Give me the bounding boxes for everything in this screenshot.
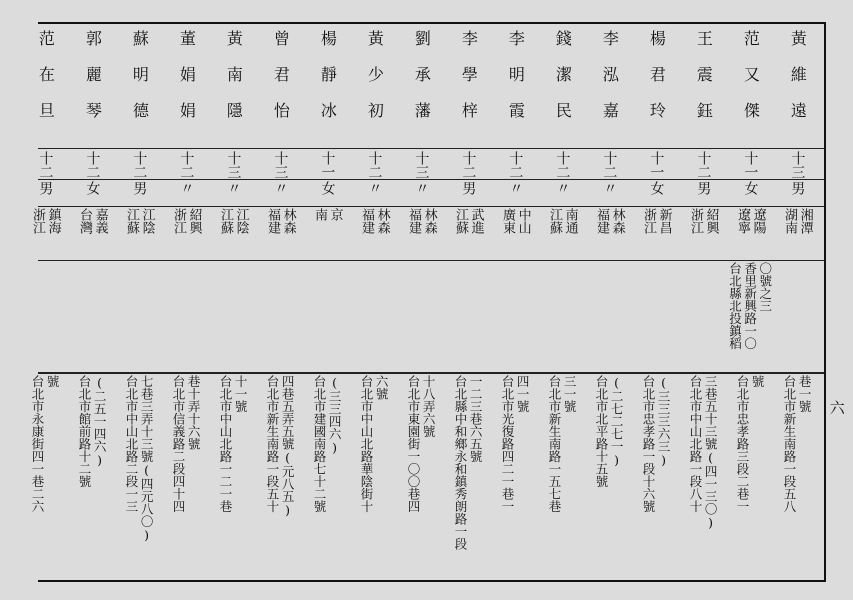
address-2-text: (三三三六三) — [656, 375, 672, 468]
sex-cell — [350, 181, 398, 205]
name-cell — [256, 30, 304, 146]
origin-text: 南通 — [562, 208, 578, 234]
age-cell — [679, 151, 727, 178]
name-text: 黃維遠 — [788, 30, 808, 138]
address-1-text: 台北縣北投鎮稻 — [727, 262, 743, 350]
address-1-cell — [350, 262, 398, 370]
sex-text: 女 — [84, 181, 101, 195]
address-1-cell — [491, 262, 539, 370]
name-cell — [444, 30, 492, 146]
address-2-text: 號 — [750, 375, 766, 388]
age-cell — [209, 151, 257, 178]
name-cell — [585, 30, 633, 146]
origin-text: 江蘇 — [547, 208, 562, 234]
name-cell — [303, 30, 351, 146]
address-2-text: 台北市建國南路七十二號 — [312, 375, 327, 513]
address-2-text: 台北市永康街四一巷二六 — [30, 375, 45, 513]
age-cell — [773, 151, 821, 178]
origin-cell — [397, 208, 445, 258]
origin-cell — [303, 208, 351, 258]
origin-cell — [491, 208, 539, 258]
name-cell — [68, 30, 116, 146]
address-2-cell — [256, 375, 304, 575]
address-2-cell — [632, 375, 680, 575]
sex-text: 〃 — [554, 181, 571, 195]
sex-cell — [679, 181, 727, 205]
address-1-cell — [162, 262, 210, 370]
address-1-cell — [68, 262, 116, 370]
address-2-text: 四巷五弄五號(元八五) — [280, 375, 296, 518]
address-2-text: 台北市光復路四二一巷一 — [500, 375, 515, 513]
record-column — [162, 24, 210, 580]
origin-text: 台灣 — [77, 208, 92, 234]
address-2-text: 台北縣中和鄉永和鎮秀朗路一段 — [453, 375, 468, 550]
address-2-cell — [444, 375, 492, 575]
name-cell — [491, 30, 539, 146]
name-cell — [773, 30, 821, 146]
origin-cell — [115, 208, 163, 258]
name-cell — [21, 30, 69, 146]
name-cell — [538, 30, 586, 146]
origin-cell — [162, 208, 210, 258]
origin-text: 江蘇 — [218, 208, 233, 234]
age-cell — [115, 151, 163, 178]
sex-text: 男 — [131, 181, 148, 195]
age-text: 十二 — [131, 151, 148, 179]
address-1-text: 香里新興路一〇 — [742, 262, 758, 350]
record-column — [444, 24, 492, 580]
address-2-text: 台北市中山北路一段八十 — [688, 375, 703, 513]
address-1-cell — [538, 262, 586, 370]
origin-text: 浙江 — [171, 208, 186, 234]
sex-cell — [726, 181, 774, 205]
address-2-text: 七巷三弄十三號(四元八〇) — [139, 375, 155, 543]
address-1-cell — [632, 262, 680, 370]
age-text: 十一 — [742, 151, 759, 179]
age-cell — [726, 151, 774, 178]
name-text: 劉承藩 — [412, 30, 432, 138]
sex-text: 男 — [695, 181, 712, 195]
name-cell — [679, 30, 727, 146]
origin-text: 江陰 — [139, 208, 155, 234]
origin-text: 林森 — [374, 208, 390, 234]
sex-text: 〃 — [413, 181, 430, 195]
origin-text: 江蘇 — [453, 208, 468, 234]
address-1-cell — [679, 262, 727, 370]
origin-cell — [21, 208, 69, 258]
address-2-text: 台北市新生南路一五七巷 — [547, 375, 562, 513]
origin-text: 浙江 — [688, 208, 703, 234]
address-2-cell — [21, 375, 69, 575]
origin-cell — [444, 208, 492, 258]
origin-cell — [256, 208, 304, 258]
sex-text: 男 — [460, 181, 477, 195]
sex-cell — [397, 181, 445, 205]
age-cell — [303, 151, 351, 178]
address-2-cell — [162, 375, 210, 575]
name-text: 李明霞 — [506, 30, 526, 138]
name-text: 黃南隱 — [224, 30, 244, 138]
origin-text: 中山 — [515, 208, 531, 234]
name-text: 郭麗琴 — [83, 30, 103, 138]
address-1-cell — [585, 262, 633, 370]
record-column — [115, 24, 163, 580]
address-2-cell — [115, 375, 163, 575]
sex-text: 女 — [648, 181, 665, 195]
name-cell — [350, 30, 398, 146]
origin-cell — [585, 208, 633, 258]
address-2-cell — [209, 375, 257, 575]
name-cell — [115, 30, 163, 146]
address-2-cell — [679, 375, 727, 575]
address-2-text: 號 — [45, 375, 61, 388]
origin-text: 紹興 — [186, 208, 202, 234]
origin-text: 江陰 — [233, 208, 249, 234]
record-column — [209, 24, 257, 580]
sex-text: 〃 — [366, 181, 383, 195]
sex-cell — [115, 181, 163, 205]
address-2-text: 十一號 — [233, 375, 249, 413]
origin-text: 廣東 — [500, 208, 515, 234]
name-cell — [397, 30, 445, 146]
address-2-text: 台北市中山北路一二一巷 — [218, 375, 233, 513]
sex-cell — [491, 181, 539, 205]
record-column — [491, 24, 539, 580]
sex-text: 女 — [742, 181, 759, 195]
address-2-text: 一二三巷六五號 — [468, 375, 484, 463]
sex-cell — [585, 181, 633, 205]
sex-cell — [68, 181, 116, 205]
age-text: 十二 — [554, 151, 571, 179]
origin-text: 湖南 — [782, 208, 797, 234]
address-1-text: 〇號之三 — [757, 262, 773, 312]
age-cell — [632, 151, 680, 178]
sex-text: 〃 — [272, 181, 289, 195]
name-text: 楊君玲 — [647, 30, 667, 138]
sex-cell — [773, 181, 821, 205]
address-2-cell — [491, 375, 539, 575]
age-text: 十二 — [37, 151, 54, 179]
sex-cell — [444, 181, 492, 205]
origin-text: 嘉義 — [92, 208, 108, 234]
age-cell — [68, 151, 116, 178]
record-column — [397, 24, 445, 580]
name-text: 曾君怡 — [271, 30, 291, 138]
origin-cell — [679, 208, 727, 258]
sex-cell — [538, 181, 586, 205]
address-2-text: 四一號 — [515, 375, 531, 413]
origin-text: 福建 — [594, 208, 609, 234]
name-cell — [632, 30, 680, 146]
address-2-text: (二五一四六) — [92, 375, 108, 468]
origin-text: 浙江 — [30, 208, 45, 234]
address-2-text: 三一號 — [562, 375, 578, 413]
origin-text: 林森 — [421, 208, 437, 234]
name-text: 范又傑 — [741, 30, 761, 138]
address-2-text: 巷十弄十六號 — [186, 375, 202, 450]
sex-cell — [303, 181, 351, 205]
sex-text: 〃 — [507, 181, 524, 195]
address-2-text: 台北市北平路十五號 — [594, 375, 609, 488]
age-text: 十二 — [695, 151, 712, 179]
record-column — [350, 24, 398, 580]
origin-text: 新昌 — [656, 208, 672, 234]
age-text: 十三 — [272, 151, 289, 179]
address-2-text: 台北市忠孝路三段二巷一 — [735, 375, 750, 513]
age-text: 十二 — [366, 151, 383, 179]
sex-cell — [162, 181, 210, 205]
name-text: 錢潔民 — [553, 30, 573, 138]
age-text: 十二 — [178, 151, 195, 179]
age-text: 十二 — [601, 151, 618, 179]
address-2-text: 台北市中山北路華陰街十 — [359, 375, 374, 513]
address-2-cell — [585, 375, 633, 575]
address-2-cell — [350, 375, 398, 575]
sex-text: 女 — [319, 181, 336, 195]
name-text: 黃少初 — [365, 30, 385, 138]
sex-text: 男 — [37, 181, 54, 195]
address-2-text: (三三四六) — [327, 375, 343, 455]
name-text: 范在旦 — [36, 30, 56, 138]
address-1-cell — [444, 262, 492, 370]
sex-cell — [256, 181, 304, 205]
origin-text: 福建 — [359, 208, 374, 234]
address-1-cell — [397, 262, 445, 370]
origin-text: 遼寧 — [735, 208, 750, 234]
record-column — [726, 24, 774, 580]
name-text: 楊靜冰 — [318, 30, 338, 138]
age-cell — [397, 151, 445, 178]
age-cell — [538, 151, 586, 178]
origin-cell — [632, 208, 680, 258]
age-text: 十二 — [84, 151, 101, 179]
address-2-cell — [68, 375, 116, 575]
origin-text: 林森 — [280, 208, 296, 234]
sex-cell — [632, 181, 680, 205]
address-2-text: 台北市忠孝路一段十六號 — [641, 375, 656, 513]
address-2-text: 台北市新生南路一段五八 — [782, 375, 797, 513]
origin-text: 林森 — [609, 208, 625, 234]
name-cell — [726, 30, 774, 146]
page-number: 六 — [827, 400, 846, 415]
age-cell — [444, 151, 492, 178]
origin-text: 紹興 — [703, 208, 719, 234]
age-cell — [585, 151, 633, 178]
origin-cell — [209, 208, 257, 258]
sex-cell — [209, 181, 257, 205]
name-text: 王震鈺 — [694, 30, 714, 138]
age-text: 十一 — [319, 151, 336, 179]
age-text: 十一 — [648, 151, 665, 179]
record-column — [538, 24, 586, 580]
address-2-cell — [726, 375, 774, 575]
origin-cell — [68, 208, 116, 258]
address-2-text: 三巷五十三號(四一三〇) — [703, 375, 719, 530]
age-text: 十二 — [460, 151, 477, 179]
address-1-cell — [115, 262, 163, 370]
address-2-cell — [773, 375, 821, 575]
origin-text: 京 — [327, 208, 343, 221]
origin-cell — [773, 208, 821, 258]
origin-cell — [726, 208, 774, 258]
address-2-text: 台北市東園街一〇〇巷四 — [406, 375, 421, 513]
sex-text: 男 — [789, 181, 806, 195]
origin-text: 南 — [312, 208, 327, 221]
origin-text: 遼陽 — [750, 208, 766, 234]
address-1-cell — [21, 262, 69, 370]
sex-cell — [21, 181, 69, 205]
age-cell — [162, 151, 210, 178]
address-2-text: 台北市信義路二段四十四 — [171, 375, 186, 513]
address-2-text: 台北市館前路十二號 — [77, 375, 92, 488]
name-text: 李學梓 — [459, 30, 479, 138]
sex-text: 〃 — [225, 181, 242, 195]
address-1-cell — [256, 262, 304, 370]
record-column — [68, 24, 116, 580]
age-cell — [256, 151, 304, 178]
age-text: 十三 — [225, 151, 242, 179]
age-cell — [21, 151, 69, 178]
origin-text: 武進 — [468, 208, 484, 234]
name-cell — [162, 30, 210, 146]
address-2-cell — [538, 375, 586, 575]
origin-text: 福建 — [406, 208, 421, 234]
origin-cell — [538, 208, 586, 258]
address-2-cell — [397, 375, 445, 575]
age-text: 十二 — [507, 151, 524, 179]
origin-cell — [350, 208, 398, 258]
record-column — [632, 24, 680, 580]
roster-table — [30, 22, 826, 582]
address-2-text: 台北市新生南路一段五十 — [265, 375, 280, 513]
record-column — [256, 24, 304, 580]
address-1-cell — [303, 262, 351, 370]
sex-text: 〃 — [178, 181, 195, 195]
name-text: 李泓嘉 — [600, 30, 620, 138]
age-text: 十三 — [413, 151, 430, 179]
age-text: 十三 — [789, 151, 806, 179]
record-column — [773, 24, 821, 580]
origin-text: 湘潭 — [797, 208, 813, 234]
address-2-text: 六號 — [374, 375, 390, 400]
name-cell — [209, 30, 257, 146]
record-column — [303, 24, 351, 580]
origin-text: 浙江 — [641, 208, 656, 234]
address-2-text: (二七二七一) — [609, 375, 625, 468]
address-1-cell — [726, 262, 774, 370]
record-column — [585, 24, 633, 580]
address-2-text: 台北市中山北路二段一三 — [124, 375, 139, 513]
origin-text: 鎮海 — [45, 208, 61, 234]
age-cell — [350, 151, 398, 178]
name-text: 蘇明德 — [130, 30, 150, 138]
origin-text: 福建 — [265, 208, 280, 234]
age-cell — [491, 151, 539, 178]
address-2-text: 巷一號 — [797, 375, 813, 413]
record-column — [679, 24, 727, 580]
name-text: 董娟娟 — [177, 30, 197, 138]
address-1-cell — [209, 262, 257, 370]
address-2-cell — [303, 375, 351, 575]
address-1-cell — [773, 262, 821, 370]
origin-text: 江蘇 — [124, 208, 139, 234]
record-column — [21, 24, 69, 580]
sex-text: 〃 — [601, 181, 618, 195]
address-2-text: 十八弄六號 — [421, 375, 437, 438]
